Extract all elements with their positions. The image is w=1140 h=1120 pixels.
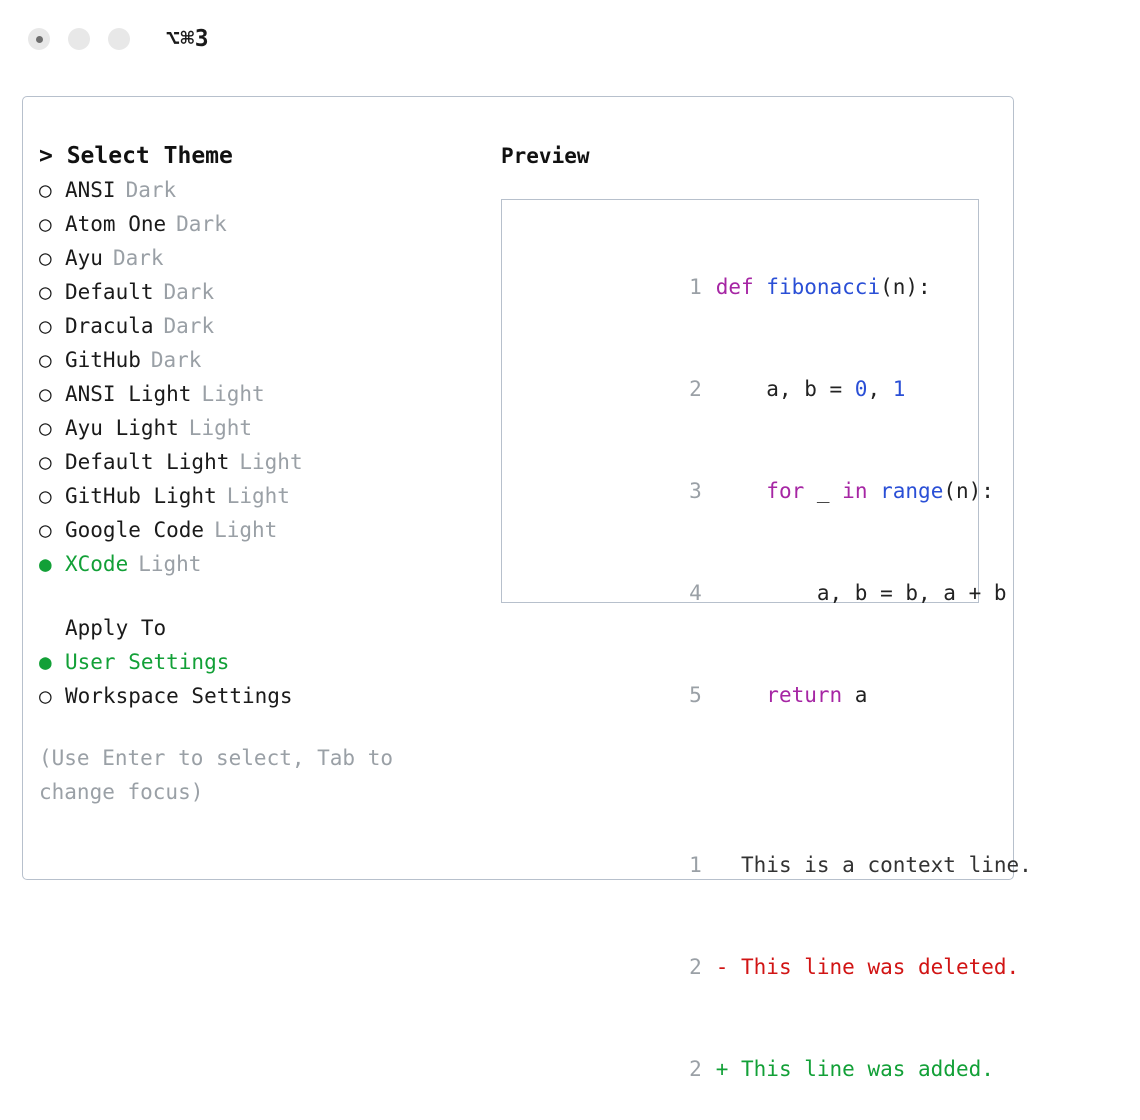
code-token: 0 bbox=[854, 377, 868, 401]
theme-option-variant: Dark bbox=[163, 280, 215, 304]
theme-option-ayu-dark[interactable] bbox=[39, 241, 489, 275]
theme-option-default-light[interactable] bbox=[39, 445, 489, 479]
keyboard-shortcut-label: ⌥⌘3 bbox=[166, 26, 210, 52]
theme-option-ansi-dark[interactable] bbox=[39, 173, 489, 207]
diff-line-added bbox=[520, 1018, 994, 1120]
theme-option-default-dark[interactable] bbox=[39, 275, 489, 309]
code-token: 1 bbox=[892, 377, 906, 401]
line-number: 2 bbox=[689, 377, 702, 401]
diff-line-context bbox=[520, 814, 1032, 916]
radio-icon: ○ bbox=[39, 518, 52, 542]
diff-text: This is a context line. bbox=[728, 853, 1032, 877]
theme-option-label: Ayu bbox=[65, 246, 103, 270]
theme-option-variant: Light bbox=[214, 518, 278, 542]
theme-option-label: GitHub bbox=[65, 348, 141, 372]
theme-option-variant: Light bbox=[226, 484, 290, 508]
theme-option-variant: Light bbox=[188, 416, 253, 440]
theme-option-variant: Dark bbox=[163, 314, 215, 338]
preview-column bbox=[501, 139, 1032, 1081]
theme-option-github-light[interactable] bbox=[39, 479, 489, 513]
code-token: a, b = b, a + b bbox=[715, 581, 1007, 605]
line-number: 4 bbox=[689, 581, 702, 605]
theme-option-label: XCode bbox=[65, 552, 129, 576]
line-number: 1 bbox=[689, 853, 702, 877]
code-token: (n): bbox=[880, 275, 931, 299]
apply-to-option-workspace-settings[interactable] bbox=[39, 679, 489, 713]
theme-option-label: Google Code bbox=[65, 518, 205, 542]
window-dot-2[interactable] bbox=[68, 28, 90, 50]
code-line bbox=[520, 440, 994, 542]
radio-icon: ○ bbox=[39, 280, 52, 304]
code-token: a bbox=[842, 683, 868, 707]
radio-icon: ○ bbox=[39, 246, 52, 270]
theme-option-variant: Dark bbox=[150, 348, 202, 372]
theme-option-ansi-light[interactable] bbox=[39, 377, 489, 411]
radio-icon: ○ bbox=[39, 178, 52, 202]
theme-option-label: Ayu Light bbox=[65, 416, 179, 440]
apply-to-option-label: User Settings bbox=[65, 650, 230, 674]
theme-option-variant: Dark bbox=[112, 246, 164, 270]
keyboard-hint-text: (Use Enter to select, Tab to change focus) bbox=[39, 746, 406, 804]
theme-option-variant: Dark bbox=[176, 212, 227, 236]
theme-option-label: Default bbox=[65, 280, 154, 304]
code-token bbox=[867, 479, 880, 503]
radio-icon: ○ bbox=[39, 382, 52, 406]
theme-option-atom-one-dark[interactable] bbox=[39, 207, 489, 241]
code-line bbox=[520, 338, 978, 440]
theme-option-variant: Light bbox=[138, 552, 202, 576]
window-dot-1[interactable] bbox=[28, 28, 50, 50]
line-number: 3 bbox=[689, 479, 702, 503]
radio-icon: ○ bbox=[39, 212, 52, 236]
code-token: (n): bbox=[943, 479, 994, 503]
code-line bbox=[520, 542, 1007, 644]
radio-icon: ○ bbox=[39, 416, 52, 440]
theme-option-label: ANSI Light bbox=[65, 382, 192, 406]
diff-marker: + bbox=[715, 1057, 729, 1081]
code-token: , bbox=[867, 377, 893, 401]
code-token: def bbox=[715, 275, 767, 299]
line-number: 5 bbox=[689, 683, 702, 707]
diff-text: This line was deleted. bbox=[728, 955, 1020, 979]
diff-text: This line was added. bbox=[728, 1057, 994, 1081]
line-number: 1 bbox=[689, 275, 702, 299]
theme-selector-panel bbox=[22, 96, 1032, 1081]
apply-to-header: Apply To bbox=[65, 616, 167, 640]
diff-marker: - bbox=[715, 955, 729, 979]
code-token: range bbox=[880, 479, 944, 503]
theme-list-column bbox=[39, 139, 489, 809]
radio-selected-icon: ● bbox=[39, 650, 52, 674]
theme-option-label: Atom One bbox=[65, 212, 167, 236]
code-token: a, b = bbox=[715, 377, 855, 401]
apply-to-option-user-settings[interactable] bbox=[39, 645, 489, 679]
diff-marker bbox=[716, 853, 729, 877]
radio-icon: ○ bbox=[39, 684, 52, 708]
theme-option-label: GitHub Light bbox=[65, 484, 217, 508]
radio-selected-icon: ● bbox=[39, 552, 52, 576]
code-token bbox=[716, 479, 767, 503]
theme-option-variant: Light bbox=[239, 450, 303, 474]
radio-icon: ○ bbox=[39, 450, 52, 474]
blank-line bbox=[520, 746, 978, 780]
radio-icon: ○ bbox=[39, 314, 52, 338]
code-token: return bbox=[766, 683, 843, 707]
code-token: in bbox=[842, 479, 868, 503]
apply-to-option-label: Workspace Settings bbox=[65, 684, 293, 708]
radio-icon: ○ bbox=[39, 484, 52, 508]
code-line bbox=[520, 644, 978, 746]
code-token: _ bbox=[804, 479, 843, 503]
spacer bbox=[39, 581, 489, 611]
theme-option-google-code[interactable] bbox=[39, 513, 489, 547]
window-dot-3[interactable] bbox=[108, 28, 130, 50]
line-number: 2 bbox=[689, 955, 702, 979]
theme-option-xcode-light[interactable] bbox=[39, 547, 489, 581]
select-theme-header: > Select Theme bbox=[39, 143, 233, 169]
theme-option-ayu-light[interactable] bbox=[39, 411, 489, 445]
radio-icon: ○ bbox=[39, 348, 52, 372]
code-token: fibonacci bbox=[766, 275, 881, 299]
preview-header: Preview bbox=[501, 144, 590, 168]
blank-line bbox=[520, 780, 978, 814]
diff-line-deleted bbox=[520, 916, 1020, 1018]
theme-option-label: ANSI bbox=[65, 178, 116, 202]
theme-option-github-dark[interactable] bbox=[39, 343, 489, 377]
title-bar bbox=[0, 0, 1140, 78]
theme-option-variant: Light bbox=[201, 382, 265, 406]
code-token bbox=[716, 683, 767, 707]
theme-option-label: Dracula bbox=[65, 314, 154, 338]
theme-option-variant: Dark bbox=[125, 178, 177, 202]
preview-box bbox=[501, 199, 1032, 1081]
line-number: 2 bbox=[689, 1057, 702, 1081]
code-line bbox=[520, 236, 978, 338]
code-token: for bbox=[766, 479, 805, 503]
theme-option-dracula-dark[interactable] bbox=[39, 309, 489, 343]
theme-option-label: Default Light bbox=[65, 450, 230, 474]
